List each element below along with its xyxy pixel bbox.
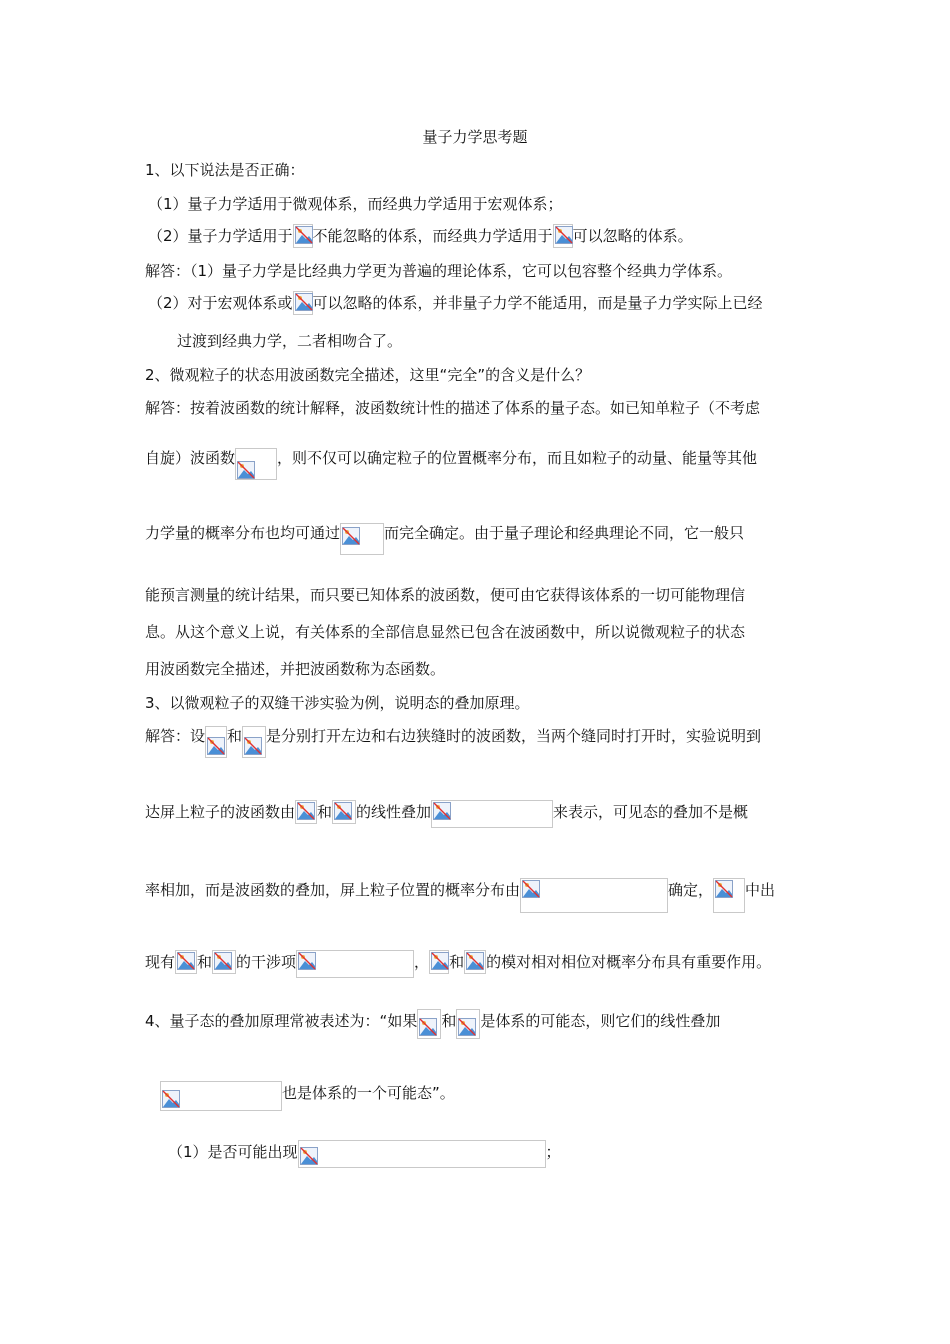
interference-term-image-icon: [296, 950, 414, 978]
psi2-image-icon: [456, 1009, 480, 1039]
q1-item2: （2）量子力学适用于 不能忽略的体系，而经典力学适用于 可以忽略的体系。: [148, 221, 693, 251]
q4-question: 4、量子态的叠加原理常被表述为：“如果 和 是体系的可能态，则它们的线性叠加: [145, 1006, 720, 1036]
broken-image-icon: [553, 224, 573, 248]
q2-answer-line4: 能预言测量的统计结果，而只要已知体系的波函数，便可由它获得该体系的一切可能物理信: [145, 586, 746, 604]
formula-image-icon: [298, 1140, 546, 1168]
q3-answer-line2: 达屏上粒子的波函数由 和 的线性叠加 来表示，可见态的叠加不是概: [145, 797, 748, 827]
q4-line2: 也是体系的一个可能态”。: [160, 1078, 455, 1108]
q2-answer-line2: 自旋）波函数 ，则不仅可以确定粒子的位置概率分布，而且如粒子的动量、能量等其他: [145, 443, 757, 473]
q3-answer-line3: 率相加，而是波函数的叠加，屏上粒子位置的概率分布由 确定， 中出: [145, 875, 775, 905]
q2-question: 2、微观粒子的状态用波函数完全描述，这里“完全”的含义是什么？: [145, 366, 591, 384]
probability-formula-image-icon: [520, 878, 668, 913]
psi1-image-icon: [175, 950, 197, 974]
broken-image-icon: [293, 291, 313, 315]
psi2-image-icon: [464, 950, 486, 974]
superposition-formula-image-icon: [431, 800, 553, 828]
wavefunction-image-icon: [235, 448, 277, 480]
q1-item1: （1）量子力学适用于微观体系，而经典力学适用于宏观体系；: [148, 195, 563, 213]
q1-answer-line2: （2）对于宏观体系或 可以忽略的体系，并非量子力学不能适用，而是量子力学实际上已经: [148, 288, 763, 318]
q2-answer-line1: 解答：按着波函数的统计解释，波函数统计性的描述了体系的量子态。如已知单粒子（不考虑: [145, 399, 761, 417]
superposition-formula-image-icon: [160, 1081, 282, 1111]
q3-question: 3、以微观粒子的双缝干涉实验为例，说明态的叠加原理。: [145, 694, 530, 712]
psi1-image-icon: [429, 950, 449, 974]
broken-image-icon: [293, 224, 313, 248]
q2-answer-line3: 力学量的概率分布也均可通过 而完全确定。由于量子理论和经典理论不同，它一般只: [145, 518, 744, 548]
wavefunction-image-icon: [340, 523, 384, 555]
page-title: 量子力学思考题: [422, 128, 528, 146]
q1-question: 1、以下说法是否正确：: [145, 161, 305, 179]
q1-answer-line1: 解答：（1）量子力学是比经典力学更为普遍的理论体系，它可以包容整个经典力学体系。: [145, 262, 733, 280]
q2-answer-line5: 息。从这个意义上说，有关体系的全部信息显然已包含在波函数中，所以说微观粒子的状态: [145, 623, 746, 641]
psi1-image-icon: [205, 726, 227, 758]
q3-answer-line4: 现有 和 的干涉项 ， 和 的模对相对相位对概率分布具有重要作用。: [145, 947, 771, 977]
psi2-image-icon: [242, 726, 266, 758]
q1-answer-line3: 过渡到经典力学，二者相吻合了。: [177, 332, 403, 350]
psi1-image-icon: [417, 1009, 441, 1039]
psi1-image-icon: [295, 800, 317, 824]
psi2-image-icon: [212, 950, 236, 974]
q4-sub1: （1）是否可能出现 ；: [168, 1137, 561, 1167]
psi2-image-icon: [332, 800, 356, 824]
q2-answer-line6: 用波函数完全描述，并把波函数称为态函数。: [145, 660, 446, 678]
probability-image-icon: [713, 878, 745, 913]
q3-answer-line1: 解答：设 和 是分别打开左边和右边狭缝时的波函数，当两个缝同时打开时，实验说明到: [145, 721, 761, 751]
